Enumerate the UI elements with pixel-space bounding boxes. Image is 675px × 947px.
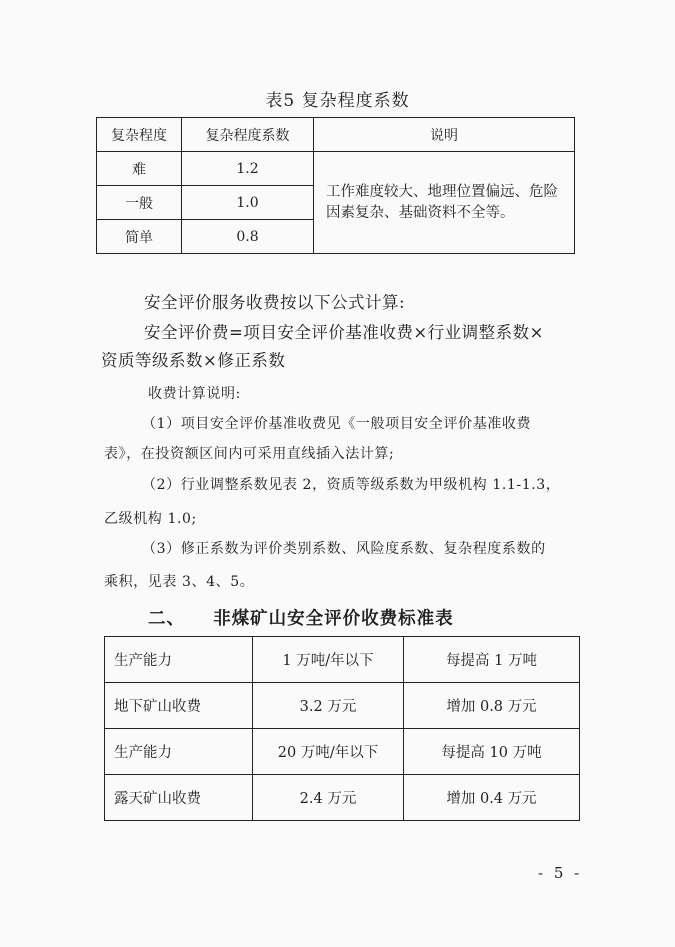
note-1-line-2: 表》，在投资额区间内可采用直线插入法计算; xyxy=(104,446,395,462)
increment-cell: 增加 0.8 万元 xyxy=(404,683,580,729)
description-line-1: 工作难度较大、地理位置偏远、危险 xyxy=(326,183,558,200)
formula-line-1: 安全评价费=项目安全评价基准收费×行业调整系数× xyxy=(144,323,544,342)
table-row xyxy=(97,152,575,186)
base-value-cell: 2.4 万元 xyxy=(253,775,404,821)
base-value-cell: 20 万吨/年以下 xyxy=(253,729,404,775)
page-number: - 5 - xyxy=(538,864,583,882)
row-label-cell: 生产能力 xyxy=(105,729,253,775)
header-complexity-coefficient: 复杂程度系数 xyxy=(182,118,314,152)
formula-line-2: 资质等级系数×修正系数 xyxy=(101,351,286,370)
note-2-line-1: （2）行业调整系数见表 2，资质等级系数为甲级机构 1.1-1.3， xyxy=(142,477,561,493)
row-label-cell: 地下矿山收费 xyxy=(105,683,253,729)
table5-title: 表5 复杂程度系数 xyxy=(265,91,410,111)
note-3-line-2: 乘积，见表 3、4、5。 xyxy=(104,574,255,590)
header-description: 说明 xyxy=(314,118,575,152)
base-value-cell: 1 万吨/年以下 xyxy=(253,637,404,683)
table-row xyxy=(105,683,580,729)
table-row xyxy=(105,775,580,821)
coefficient-cell: 0.8 xyxy=(182,220,314,254)
row-label-cell: 露天矿山收费 xyxy=(105,775,253,821)
section-2-number: 二、 xyxy=(148,609,185,629)
header-complexity-level: 复杂程度 xyxy=(97,118,182,152)
complexity-coefficient-table xyxy=(96,117,575,254)
increment-cell: 增加 0.4 万元 xyxy=(404,775,580,821)
non-coal-mine-fee-table xyxy=(104,636,580,821)
notes-heading: 收费计算说明: xyxy=(148,386,241,402)
formula-intro: 安全评价服务收费按以下公式计算: xyxy=(144,293,406,312)
description-line-2: 因素复杂、基础资料不全等。 xyxy=(326,204,515,221)
table-header-row xyxy=(97,118,575,152)
base-value-cell: 3.2 万元 xyxy=(253,683,404,729)
level-cell: 一般 xyxy=(97,186,182,220)
increment-cell: 每提高 1 万吨 xyxy=(404,637,580,683)
section-2-title: 非煤矿山安全评价收费标准表 xyxy=(213,609,454,629)
row-label-cell: 生产能力 xyxy=(105,637,253,683)
increment-cell: 每提高 10 万吨 xyxy=(404,729,580,775)
coefficient-cell: 1.2 xyxy=(182,152,314,186)
level-cell: 难 xyxy=(97,152,182,186)
coefficient-cell: 1.0 xyxy=(182,186,314,220)
note-2-line-2: 乙级机构 1.0; xyxy=(104,511,197,527)
section-2-heading xyxy=(148,605,454,630)
level-cell: 简单 xyxy=(97,220,182,254)
note-1-line-1: （1）项目安全评价基准收费见《一般项目安全评价基准收费 xyxy=(142,416,532,432)
description-cell xyxy=(314,152,575,254)
table-row xyxy=(105,729,580,775)
note-3-line-1: （3）修正系数为评价类别系数、风险度系数、复杂程度系数的 xyxy=(142,541,546,557)
table-row xyxy=(105,637,580,683)
